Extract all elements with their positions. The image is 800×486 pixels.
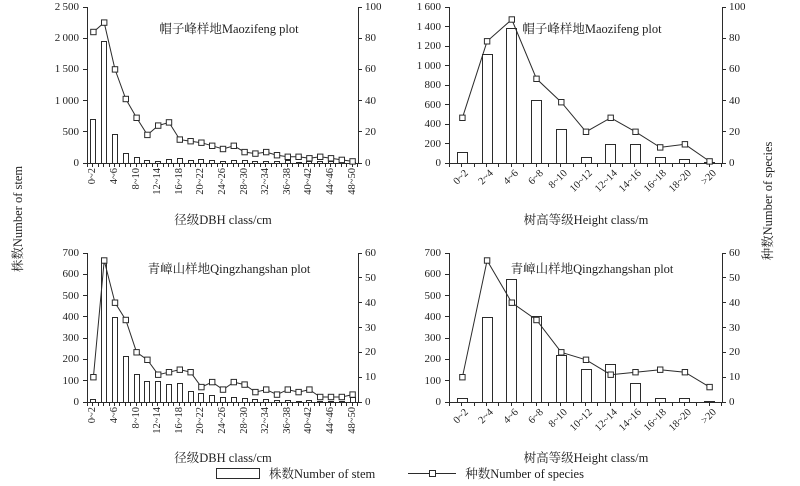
left-tick-label: 0 bbox=[435, 157, 441, 169]
species-marker-icon bbox=[534, 76, 539, 81]
right-tick bbox=[358, 302, 362, 303]
species-marker-icon bbox=[264, 387, 269, 392]
species-marker-icon bbox=[156, 372, 161, 377]
left-tick bbox=[83, 316, 87, 317]
species-marker-icon bbox=[199, 140, 204, 145]
species-line-layer bbox=[88, 253, 358, 412]
x-tick-label: 28~30 bbox=[238, 168, 250, 195]
right-tick-label: 80 bbox=[365, 32, 376, 45]
x-tick-label: 24~26 bbox=[217, 168, 228, 195]
x-tick-label: 0~2 bbox=[451, 168, 472, 188]
right-tick bbox=[358, 377, 362, 378]
left-tick-label: 800 bbox=[424, 79, 441, 91]
species-marker-icon bbox=[285, 154, 290, 159]
right-tick bbox=[358, 327, 362, 328]
species-line-layer bbox=[450, 7, 722, 173]
species-marker-icon bbox=[91, 375, 96, 380]
right-axis-label: 种数Number of species bbox=[761, 141, 775, 261]
species-marker-icon bbox=[102, 258, 107, 263]
left-tick-label: 600 bbox=[424, 268, 441, 281]
x-tick-label: 20~22 bbox=[195, 168, 207, 195]
x-tick-label: 2~4 bbox=[476, 407, 496, 427]
left-tick bbox=[83, 69, 87, 70]
right-tick-label: 100 bbox=[729, 1, 746, 13]
x-tick-label: 10~12 bbox=[568, 407, 595, 434]
x-tick-label: 24~26 bbox=[217, 407, 228, 434]
species-marker-icon bbox=[145, 132, 150, 137]
left-tick bbox=[445, 253, 449, 254]
left-tick-label: 1 500 bbox=[54, 63, 79, 76]
left-tick-label: 0 bbox=[73, 157, 79, 169]
x-tick-label: 16~18 bbox=[173, 407, 185, 434]
left-tick-label: 400 bbox=[424, 118, 441, 130]
left-tick-label: 300 bbox=[424, 332, 441, 345]
right-tick-label: 60 bbox=[365, 247, 376, 259]
left-tick-label: 600 bbox=[62, 268, 79, 281]
left-tick-label: 1 600 bbox=[416, 1, 441, 13]
x-tick-label: >20 bbox=[699, 407, 719, 427]
species-marker-icon bbox=[177, 367, 182, 372]
right-tick bbox=[358, 352, 362, 353]
left-tick bbox=[83, 7, 87, 8]
species-marker-icon bbox=[166, 370, 171, 375]
left-tick bbox=[445, 359, 449, 360]
right-tick-label: 0 bbox=[365, 396, 371, 408]
species-marker-icon bbox=[220, 387, 225, 392]
right-tick bbox=[722, 131, 726, 132]
right-tick bbox=[358, 163, 362, 164]
x-tick-label: 0~2 bbox=[451, 407, 472, 427]
x-tick-label: 36~38 bbox=[281, 407, 293, 434]
left-tick-label: 300 bbox=[62, 332, 79, 345]
species-line bbox=[93, 23, 352, 162]
left-tick bbox=[83, 274, 87, 275]
left-tick bbox=[445, 380, 449, 381]
species-marker-icon bbox=[102, 20, 107, 25]
left-tick-label: 100 bbox=[424, 374, 441, 387]
x-tick-label: 8~10 bbox=[130, 407, 142, 429]
x-tick-label: 44~46 bbox=[325, 168, 336, 195]
left-tick-label: 1 200 bbox=[416, 40, 441, 52]
species-marker-icon bbox=[534, 317, 539, 322]
right-tick bbox=[722, 302, 726, 303]
left-tick-label: 1 000 bbox=[416, 59, 441, 72]
x-tick-label: 14~16 bbox=[617, 407, 645, 434]
species-marker-icon bbox=[274, 153, 279, 158]
left-tick-label: 200 bbox=[424, 137, 441, 150]
left-tick bbox=[83, 253, 87, 254]
legend bbox=[0, 464, 800, 482]
x-tick-label: 16~18 bbox=[173, 168, 185, 195]
species-line bbox=[462, 261, 709, 388]
right-tick-label: 60 bbox=[729, 247, 740, 259]
left-tick-label: 200 bbox=[62, 353, 79, 366]
x-tick-label: 40~42 bbox=[303, 407, 315, 434]
species-marker-icon bbox=[633, 370, 638, 375]
right-tick bbox=[722, 38, 726, 39]
right-tick bbox=[358, 277, 362, 278]
x-tick-label: 12~14 bbox=[152, 407, 164, 434]
species-marker-icon bbox=[274, 392, 279, 397]
x-axis-label: 树高等级Height class/m bbox=[523, 213, 649, 227]
species-marker-icon bbox=[188, 139, 193, 144]
species-marker-icon bbox=[559, 350, 564, 355]
x-tick-label: 6~8 bbox=[526, 407, 546, 427]
right-tick-label: 40 bbox=[365, 296, 376, 309]
x-tick-label: 40~42 bbox=[303, 168, 315, 195]
species-marker-icon bbox=[460, 375, 465, 380]
right-tick-label: 30 bbox=[365, 321, 376, 334]
species-marker-icon bbox=[253, 389, 258, 394]
right-tick-label: 20 bbox=[365, 346, 376, 359]
species-line-layer bbox=[88, 7, 358, 173]
right-tick bbox=[722, 377, 726, 378]
left-tick-label: 1 000 bbox=[54, 94, 79, 107]
x-tick-label: 16~18 bbox=[642, 407, 669, 434]
right-tick bbox=[722, 253, 726, 254]
species-line bbox=[462, 20, 709, 162]
species-marker-icon bbox=[658, 145, 663, 150]
legend-bar-swatch bbox=[216, 468, 260, 479]
species-marker-icon bbox=[134, 115, 139, 120]
species-marker-icon bbox=[242, 149, 247, 154]
x-tick-label: 8~10 bbox=[130, 168, 142, 190]
right-tick bbox=[358, 131, 362, 132]
x-tick-label: 20~22 bbox=[195, 407, 207, 434]
species-marker-icon bbox=[707, 384, 712, 389]
right-tick bbox=[722, 69, 726, 70]
x-tick-label: 18~20 bbox=[667, 168, 694, 195]
left-tick-label: 2 000 bbox=[54, 32, 79, 45]
right-tick-label: 50 bbox=[365, 271, 376, 284]
x-tick-label: 10~12 bbox=[568, 168, 595, 195]
right-tick bbox=[358, 253, 362, 254]
left-tick-label: 500 bbox=[424, 289, 441, 302]
species-marker-icon bbox=[91, 29, 96, 34]
x-tick-label: 4~6 bbox=[501, 407, 521, 427]
left-tick-label: 2 500 bbox=[54, 1, 79, 13]
right-tick bbox=[358, 7, 362, 8]
species-marker-icon bbox=[177, 137, 182, 142]
legend-species-label: 种数Number of species bbox=[465, 467, 584, 481]
x-tick-label: 12~14 bbox=[592, 168, 620, 195]
species-marker-icon bbox=[509, 17, 514, 22]
species-marker-icon bbox=[350, 392, 355, 397]
x-tick-label: 12~14 bbox=[592, 407, 620, 434]
left-tick bbox=[83, 338, 87, 339]
right-tick-label: 60 bbox=[365, 63, 376, 76]
left-tick-label: 500 bbox=[62, 289, 79, 302]
left-tick bbox=[445, 104, 449, 105]
left-tick bbox=[83, 380, 87, 381]
right-tick bbox=[722, 352, 726, 353]
left-tick bbox=[83, 131, 87, 132]
x-axis-label: 径级DBH class/cm bbox=[174, 451, 272, 465]
species-marker-icon bbox=[339, 394, 344, 399]
right-tick bbox=[358, 69, 362, 70]
species-marker-icon bbox=[112, 300, 117, 305]
x-tick-label: 4~6 bbox=[109, 168, 120, 185]
left-tick-label: 400 bbox=[424, 310, 441, 323]
left-tick bbox=[83, 359, 87, 360]
right-tick bbox=[722, 277, 726, 278]
left-axis-label: 株数Number of stem bbox=[11, 165, 25, 273]
species-marker-icon bbox=[231, 379, 236, 384]
right-tick bbox=[358, 38, 362, 39]
species-marker-icon bbox=[460, 115, 465, 120]
x-tick-label: 0~2 bbox=[87, 407, 99, 424]
species-marker-icon bbox=[188, 370, 193, 375]
x-tick-label: 0~2 bbox=[87, 168, 99, 185]
left-tick bbox=[445, 295, 449, 296]
species-marker-icon bbox=[350, 159, 355, 164]
species-marker-icon bbox=[484, 258, 489, 263]
species-marker-icon bbox=[707, 159, 712, 164]
legend-line-swatch bbox=[408, 469, 456, 478]
species-marker-icon bbox=[210, 143, 215, 148]
legend-stem-label: 株数Number of stem bbox=[269, 467, 376, 481]
right-tick-label: 20 bbox=[729, 346, 740, 359]
left-tick-label: 0 bbox=[435, 396, 441, 408]
panel-title: 青嶂山样地Qingzhangshan plot bbox=[510, 262, 674, 276]
species-marker-icon bbox=[658, 367, 663, 372]
species-marker-icon bbox=[307, 387, 312, 392]
right-tick-label: 0 bbox=[729, 396, 735, 408]
left-tick bbox=[83, 38, 87, 39]
species-marker-icon bbox=[608, 115, 613, 120]
left-tick bbox=[83, 100, 87, 101]
x-tick-label: 6~8 bbox=[526, 168, 546, 188]
species-marker-icon bbox=[145, 357, 150, 362]
x-tick-label: 8~10 bbox=[547, 407, 571, 430]
species-marker-icon bbox=[220, 146, 225, 151]
species-marker-icon bbox=[285, 387, 290, 392]
species-marker-icon bbox=[296, 154, 301, 159]
panel-title: 青嶂山样地Qingzhangshan plot bbox=[147, 262, 311, 276]
left-tick bbox=[445, 274, 449, 275]
species-marker-icon bbox=[156, 123, 161, 128]
species-marker-icon bbox=[318, 394, 323, 399]
x-tick-label: 4~6 bbox=[501, 168, 521, 188]
right-tick-label: 40 bbox=[365, 94, 376, 107]
species-marker-icon bbox=[242, 382, 247, 387]
species-marker-icon bbox=[339, 157, 344, 162]
left-tick bbox=[445, 124, 449, 125]
right-tick bbox=[722, 100, 726, 101]
species-marker-icon bbox=[123, 96, 128, 101]
species-marker-icon bbox=[559, 100, 564, 105]
right-tick-label: 100 bbox=[365, 1, 382, 13]
species-marker-icon bbox=[608, 372, 613, 377]
right-tick-label: 80 bbox=[729, 32, 740, 45]
right-tick-label: 20 bbox=[729, 125, 740, 138]
species-marker-icon bbox=[231, 143, 236, 148]
right-tick-label: 30 bbox=[729, 321, 740, 334]
x-tick-label: 2~4 bbox=[476, 168, 496, 188]
right-tick bbox=[722, 402, 726, 403]
species-marker-icon bbox=[307, 156, 312, 161]
species-marker-icon bbox=[264, 149, 269, 154]
x-tick-label: 12~14 bbox=[152, 168, 164, 195]
left-tick-label: 200 bbox=[424, 353, 441, 366]
left-tick bbox=[445, 316, 449, 317]
x-tick-label: 4~6 bbox=[109, 407, 120, 424]
x-axis-label: 树高等级Height class/m bbox=[523, 451, 649, 465]
right-tick bbox=[358, 402, 362, 403]
x-tick-label: 14~16 bbox=[617, 168, 645, 195]
species-marker-icon bbox=[123, 317, 128, 322]
left-tick-label: 500 bbox=[62, 125, 79, 138]
x-axis-label: 径级DBH class/cm bbox=[174, 213, 272, 227]
left-tick bbox=[445, 338, 449, 339]
panel-title: 帽子峰样地Maozifeng plot bbox=[159, 22, 299, 36]
x-tick-label: 48~50 bbox=[346, 168, 358, 195]
species-line-layer bbox=[450, 253, 722, 412]
left-tick bbox=[445, 26, 449, 27]
left-tick-label: 700 bbox=[62, 247, 79, 259]
left-tick-label: 0 bbox=[73, 396, 79, 408]
species-line bbox=[93, 261, 352, 398]
x-tick-label: 28~30 bbox=[238, 407, 250, 434]
x-tick-label: 8~10 bbox=[547, 168, 571, 191]
right-tick-label: 0 bbox=[365, 157, 371, 169]
right-tick bbox=[722, 327, 726, 328]
right-tick-label: 10 bbox=[365, 371, 376, 384]
species-marker-icon bbox=[253, 151, 258, 156]
right-tick bbox=[722, 163, 726, 164]
species-marker-icon bbox=[484, 39, 489, 44]
right-tick bbox=[722, 7, 726, 8]
x-tick-label: >20 bbox=[699, 168, 719, 188]
right-tick-label: 40 bbox=[729, 296, 740, 309]
left-tick-label: 100 bbox=[62, 374, 79, 387]
legend-square-marker-icon bbox=[429, 470, 436, 477]
panel-title: 帽子峰样地Maozifeng plot bbox=[522, 22, 662, 36]
left-tick-label: 700 bbox=[424, 247, 441, 259]
species-marker-icon bbox=[682, 142, 687, 147]
right-tick-label: 10 bbox=[729, 371, 740, 384]
species-marker-icon bbox=[509, 300, 514, 305]
x-tick-label: 18~20 bbox=[667, 407, 694, 434]
x-tick-label: 16~18 bbox=[642, 168, 669, 195]
left-tick-label: 1 400 bbox=[416, 20, 441, 33]
species-marker-icon bbox=[199, 384, 204, 389]
right-tick-label: 60 bbox=[729, 63, 740, 76]
species-marker-icon bbox=[210, 379, 215, 384]
x-tick-label: 36~38 bbox=[281, 168, 293, 195]
right-tick bbox=[358, 100, 362, 101]
x-tick-label: 44~46 bbox=[325, 407, 336, 434]
x-tick-label: 32~34 bbox=[260, 168, 272, 195]
species-marker-icon bbox=[112, 67, 117, 72]
species-marker-icon bbox=[166, 120, 171, 125]
x-tick-label: 32~34 bbox=[260, 407, 272, 434]
left-tick bbox=[445, 65, 449, 66]
left-tick-label: 400 bbox=[62, 310, 79, 323]
species-marker-icon bbox=[328, 156, 333, 161]
x-tick-label: 48~50 bbox=[346, 407, 358, 434]
right-tick-label: 0 bbox=[729, 157, 735, 169]
left-tick bbox=[445, 7, 449, 8]
species-marker-icon bbox=[633, 129, 638, 134]
right-tick-label: 20 bbox=[365, 125, 376, 138]
species-marker-icon bbox=[134, 350, 139, 355]
species-marker-icon bbox=[583, 357, 588, 362]
species-marker-icon bbox=[328, 394, 333, 399]
right-tick-label: 40 bbox=[729, 94, 740, 107]
left-tick bbox=[445, 85, 449, 86]
left-tick-label: 600 bbox=[424, 98, 441, 111]
species-marker-icon bbox=[682, 370, 687, 375]
left-tick bbox=[83, 295, 87, 296]
left-tick bbox=[445, 143, 449, 144]
left-tick bbox=[445, 46, 449, 47]
species-marker-icon bbox=[583, 129, 588, 134]
right-tick-label: 50 bbox=[729, 271, 740, 284]
species-marker-icon bbox=[318, 154, 323, 159]
species-marker-icon bbox=[296, 389, 301, 394]
